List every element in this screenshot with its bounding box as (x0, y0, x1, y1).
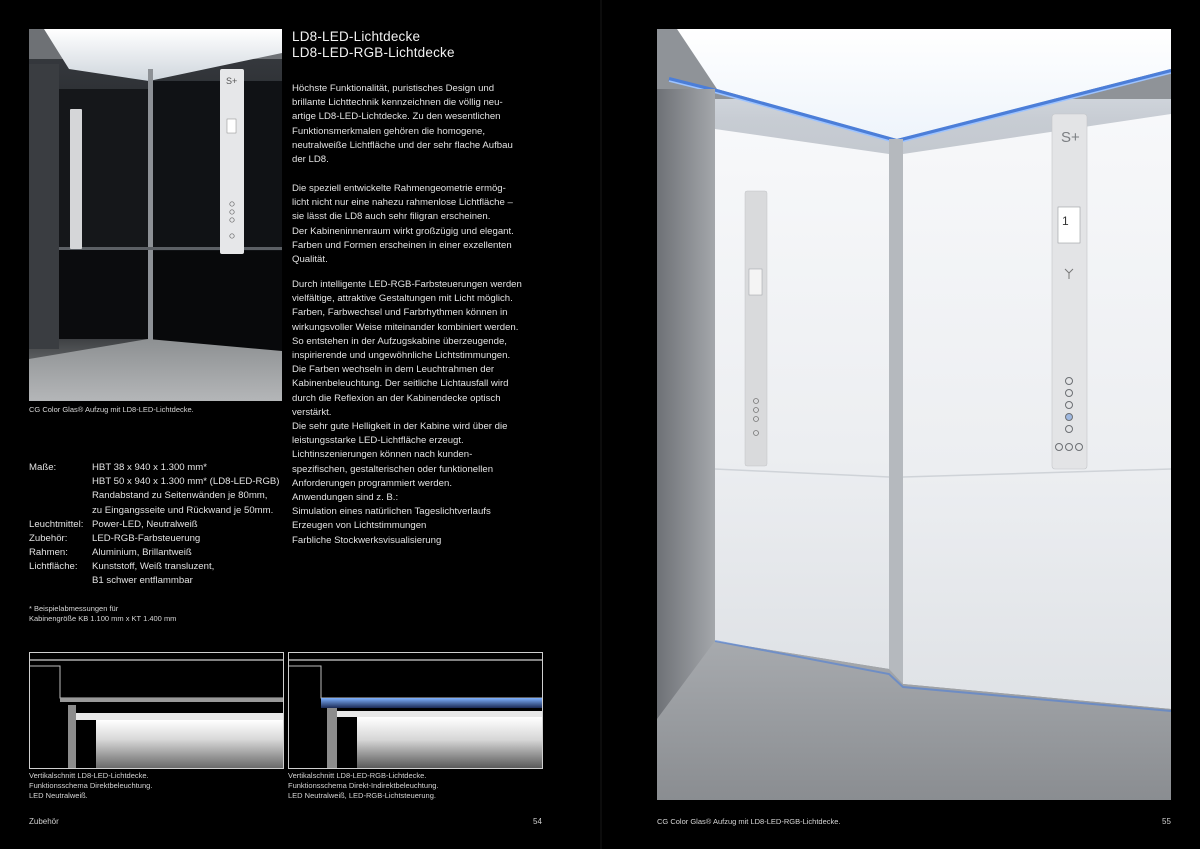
panel-logo: S+ (226, 76, 238, 86)
page-number-right: 55 (1162, 817, 1171, 826)
photo-caption-left (29, 405, 289, 415)
spec-label: Lichtfläche: (29, 561, 78, 572)
section-diagram-ld8 (29, 652, 284, 769)
footer-section-title: Zubehör (29, 817, 59, 826)
page-number-left: 54 (533, 817, 542, 826)
paragraph-geometry: Die speziell entwickelte Rahmengeometrie ermög- licht nicht nur eine nahezu rahmenlose Lichtfläche – sie lässt die LD8 auch sehr filigran erscheinen. Der Kabineninnenraum wirkt großzügig und elegant. Farben und Formen erscheinen in einer exzellenten Qualität. (292, 183, 514, 266)
spec-label: Maße: (29, 462, 57, 473)
elevator-photo-ld8-rgb (657, 29, 1171, 800)
spec-label: Leuchtmittel: (29, 519, 84, 530)
spec-label: Zubehör: (29, 533, 68, 544)
paragraph-rgb: Durch intelligente LED-RGB-Farbsteuerungen werden vielfältige, attraktive Gestaltungen mit Licht möglich. Farben, Farbwechsel und Farbrhythmen können in wirkungsvoller Weise miteinander kombiniert werden. So entstehen in der Aufzugskabine überzeugende, inspirierende und ungewöhnliche Lichtstimmungen. Die Farben wechseln in dem Leuchtrahmen der Kabinenbeleuchtung. Der seitliche Lichtausfall wird durch die Reflexion an der Kabinendecke optisch verstärkt. Die sehr gute Helligkeit in der Kabine wird über die leistungsstarke LED-Lichtfläche erzeugt. Lichtinszenierungen können nach kunden- spezifischen, gestalterischen oder funktionellen Anforderungen programmiert werden. Anwendungen sind z. B.: Simulation eines natürlichen Tageslichtverlaufs Erzeugen von Lichtstimmungen Farbliche Stockwerksvisualisierung (292, 279, 522, 546)
photo-caption-right: CG Color Glas® Aufzug mit LD8-LED-RGB-Lichtdecke. (657, 817, 841, 826)
spec-value: Aluminium, Brillantweiß (92, 547, 192, 558)
section-diagram-ld8-rgb (288, 652, 543, 769)
paragraph-intro: Höchste Funktionalität, puristisches Design und brillante Lichttechnik kennzeichnen die völlig neu- artige LD8-LED-Lichtdecke. Zu den wesentlichen Funktionsmerkmalen gehören die homogene, neutralweiße Lichtfläche und der sehr flache Aufbau der LD8. (292, 83, 513, 166)
spec-value: Kunststoff, Weiß transluzent, B1 schwer entflammbar (92, 561, 215, 587)
spec-value: LED-RGB-Farbsteuerung (92, 533, 201, 544)
heading-ld8-rgb: LD8-LED-RGB-Lichtdecke (292, 45, 455, 60)
panel-logo-right: S+ (1061, 129, 1080, 146)
heading-ld8: LD8-LED-Lichtdecke (292, 29, 421, 44)
elevator-photo-ld8 (29, 29, 282, 401)
spec-label: Rahmen: (29, 547, 68, 558)
panel-floor-number: 1 (1062, 214, 1069, 228)
page-gutter (600, 0, 602, 849)
spec-value: HBT 38 x 940 x 1.300 mm* HBT 50 x 940 x 1.300 mm* (LD8-LED-RGB) Randabstand zu Seitenwänden je 80mm, zu Eingangsseite und Rückwand je 50mm. (92, 462, 280, 516)
diagram-ld8-rgb-caption: Vertikalschnitt LD8-LED-RGB-Lichtdecke. Funktionsschema Direkt-Indirektbeleuchtung. LED Neutralweiß, LED-RGB-Lichtsteuerung. (288, 771, 439, 800)
photo-caption-left-text: CG Color Glas® Aufzug mit LD8-LED-Lichtdecke. (29, 405, 194, 414)
diagram-ld8-caption: Vertikalschnitt LD8-LED-Lichtdecke. Funktionsschema Direktbeleuchtung. LED Neutralweiß. (29, 771, 153, 800)
footnote: * Beispielabmessungen für Kabinengröße KB 1.100 mm x KT 1.400 mm (29, 604, 177, 623)
spec-value: Power-LED, Neutralweiß (92, 519, 198, 530)
